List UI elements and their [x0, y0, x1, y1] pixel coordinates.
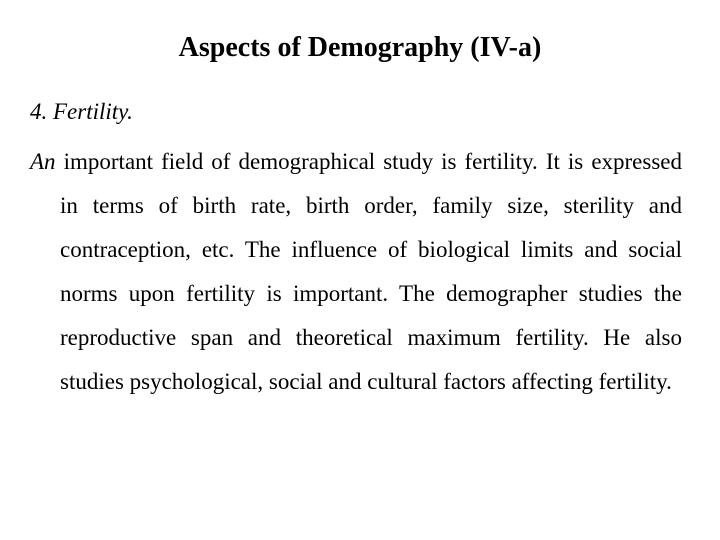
paragraph-body-text: important field of demographical study is fertility. It is expressed in terms of birth rate, birth order, family size, sterility and contraception, etc. The influence of biological limits and social norms upon fertility is important. The demographer studies the reproductive span and theoretical maximum fertility. He also studies psychological, social and cultural factors affecting fertility. — [55, 149, 682, 394]
section-heading: 4. Fertility. — [30, 99, 133, 124]
slide-title: Aspects of Demography (IV-a) — [178, 32, 542, 63]
paragraph-lead-word: An — [30, 149, 56, 174]
body-paragraph — [30, 140, 682, 404]
